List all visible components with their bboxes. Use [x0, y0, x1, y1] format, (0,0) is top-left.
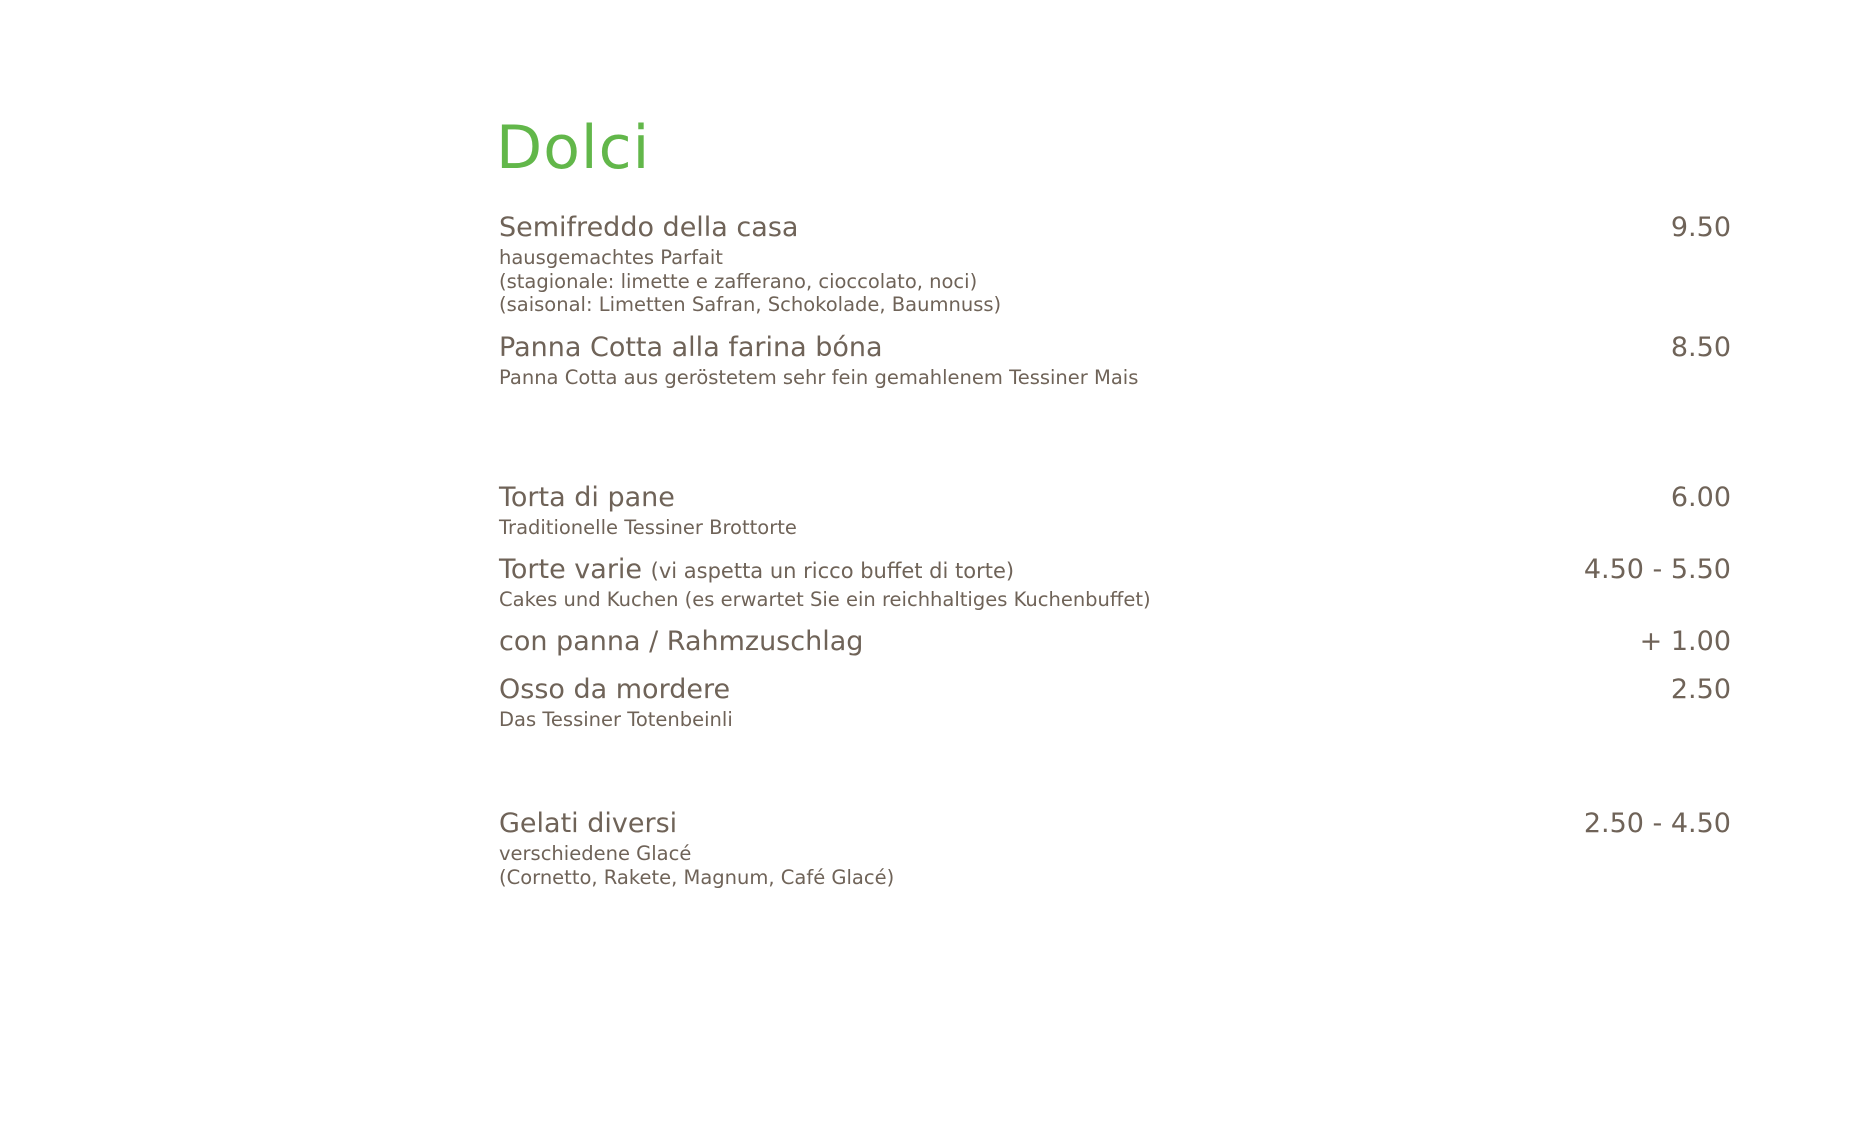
menu-item-torte-varie: [499, 556, 1151, 612]
dish-name: con panna / Rahmzuschlag: [499, 626, 864, 657]
dish-name-note: (vi aspetta un ricco buffet di torte): [650, 559, 1015, 583]
dish-description: Panna Cotta aus geröstetem sehr fein gemahlenem Tessiner Mais: [499, 366, 1139, 389]
page-title: Dolci: [496, 113, 651, 184]
dish-price: 4.50 - 5.50: [1583, 554, 1731, 585]
dish-description: Cakes und Kuchen (es erwartet Sie ein reichhaltiges Kuchenbuffet): [499, 588, 1151, 611]
dish-name: Torte varie: [499, 554, 643, 585]
dish-description: (Cornetto, Rakete, Magnum, Café Glacé): [499, 865, 895, 889]
menu-item-con-panna: [499, 628, 863, 655]
dish-price: 6.00: [1670, 482, 1731, 513]
dish-name: Panna Cotta alla farina bóna: [499, 332, 883, 363]
dish-description: verschiedene Glacé: [499, 842, 692, 865]
dish-name: Torta di pane: [499, 482, 675, 513]
menu-item-panna-cotta: [499, 334, 1138, 390]
dish-description: Das Tessiner Totenbeinli: [499, 708, 733, 731]
dish-name-line: [499, 556, 1151, 583]
dish-price: 8.50: [1670, 332, 1731, 363]
dish-name: Semifreddo della casa: [499, 212, 799, 243]
dish-price: 2.50: [1670, 674, 1731, 705]
menu-item-torta-di-pane: [499, 484, 797, 540]
dish-description: hausgemachtes Parfait: [499, 246, 723, 269]
dish-description: (saisonal: Limetten Safran, Schokolade, Baumnuss): [499, 293, 1002, 316]
dish-price: + 1.00: [1639, 626, 1731, 657]
dish-price: 9.50: [1670, 212, 1731, 243]
menu-item-semifreddo: [499, 214, 1001, 317]
dish-description: (stagionale: limette e zafferano, cioccolato, noci): [499, 269, 978, 293]
dish-description: Traditionelle Tessiner Brottorte: [499, 516, 797, 539]
dish-name: Gelati diversi: [499, 808, 678, 839]
menu-item-osso-da-mordere: [499, 676, 733, 732]
dish-name: Osso da mordere: [499, 674, 731, 705]
menu-item-gelati-diversi: [499, 810, 894, 889]
dish-price: 2.50 - 4.50: [1583, 808, 1731, 839]
